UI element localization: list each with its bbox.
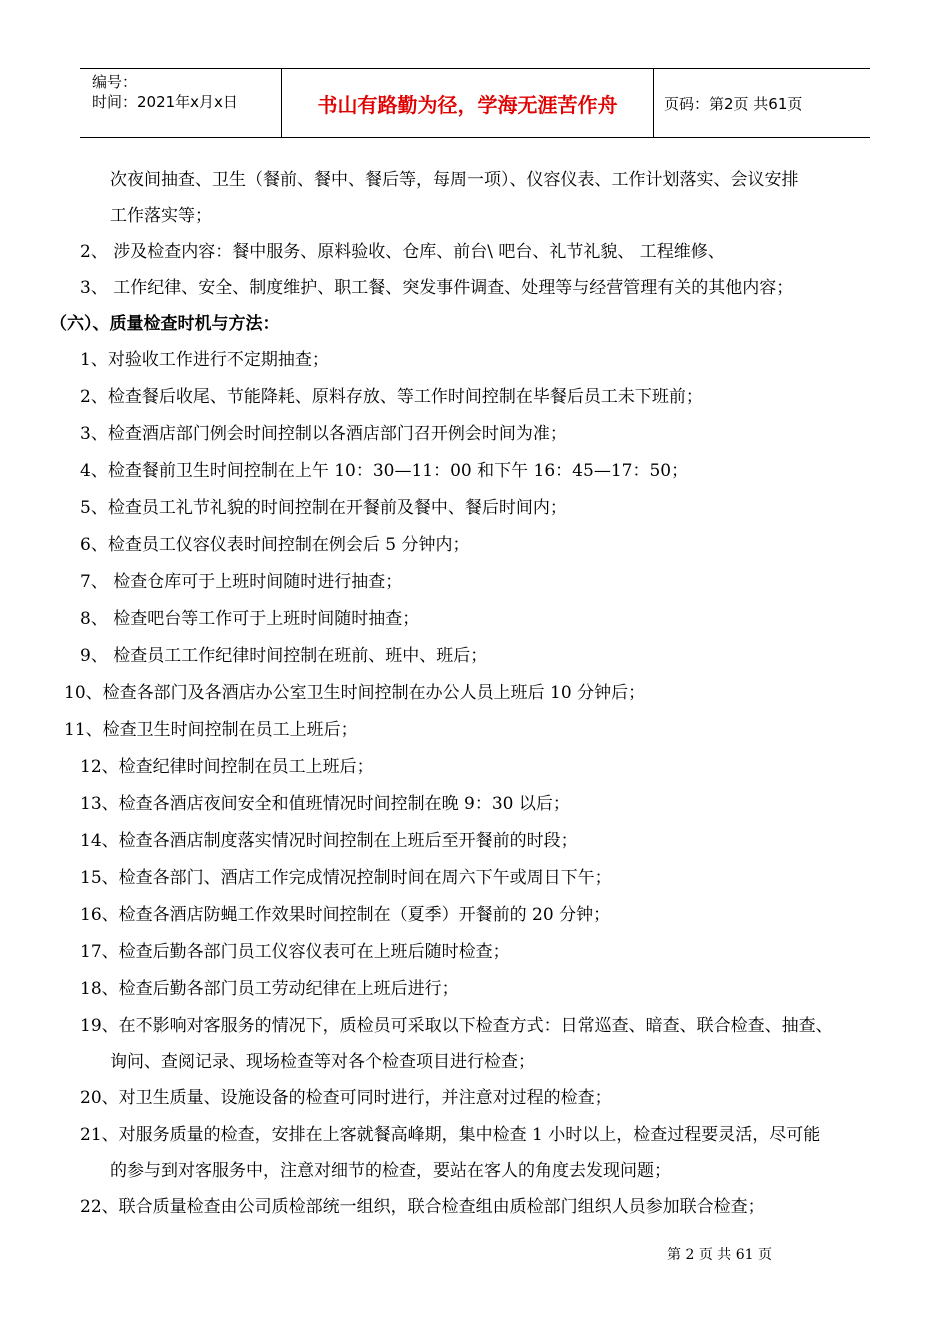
body-line: 工作落实等； — [110, 206, 212, 226]
page-footer: 第 2 页 共 61 页 — [667, 1247, 772, 1263]
body-line: 11、检查卫生时间控制在员工上班后； — [64, 720, 358, 740]
body-line: 18、检查后勤各部门员工劳动纪律在上班后进行； — [80, 979, 459, 999]
page-label: 页码：第2页 共61页 — [664, 94, 803, 113]
body-line: 9、 检查员工工作纪律时间控制在班前、班中、班后； — [80, 646, 488, 666]
code-label: 编号： — [92, 73, 138, 91]
body-line: 20、对卫生质量、设施设备的检查可同时进行，并注意对过程的检查； — [80, 1088, 612, 1108]
body-line: 次夜间抽查、卫生（餐前、餐中、餐后等，每周一项）、仪容仪表、工作计划落实、会议安排 — [110, 170, 799, 190]
body-line: 2、检查餐后收尾、节能降耗、原料存放、等工作时间控制在毕餐后员工未下班前； — [80, 387, 703, 407]
body-line: 14、检查各酒店制度落实情况时间控制在上班后至开餐前的时段； — [80, 831, 578, 851]
body-line: 5、检查员工礼节礼貌的时间控制在开餐前及餐中、餐后时间内； — [80, 498, 567, 518]
body-line: 6、检查员工仪容仪表时间控制在例会后 5 分钟内； — [80, 535, 470, 555]
body-line: 1、对验收工作进行不定期抽查； — [80, 350, 329, 370]
time-label: 时间：2021年x月x日 — [92, 93, 238, 111]
body-line: 19、在不影响对客服务的情况下，质检员可采取以下检查方式：日常巡查、暗查、联合检查、抽查、 — [80, 1016, 833, 1036]
body-line: 询问、查阅记录、现场检查等对各个检查项目进行检查； — [110, 1052, 535, 1072]
body-line: 21、对服务质量的检查，安排在上客就餐高峰期，集中检查 1 小时以上，检查过程要灵活，尽可能 — [80, 1125, 821, 1145]
motto: 书山有路勤为径，学海无涯苦作舟 — [282, 69, 654, 137]
document-header — [80, 68, 870, 138]
body-line: 10、检查各部门及各酒店办公室卫生时间控制在办公人员上班后 10 分钟后； — [64, 683, 646, 703]
body-line: 3、检查酒店部门例会时间控制以各酒店部门召开例会时间为准； — [80, 424, 567, 444]
body-line: 12、检查纪律时间控制在员工上班后； — [80, 757, 374, 777]
body-line: 13、检查各酒店夜间安全和值班情况时间控制在晚 9：30 以后； — [80, 794, 570, 814]
body-line: 16、检查各酒店防蝇工作效果时间控制在（夏季）开餐前的 20 分钟； — [80, 905, 611, 925]
body-line: 8、 检查吧台等工作可于上班时间随时抽查； — [80, 609, 420, 629]
body-line: 2、 涉及检查内容：餐中服务、原料验收、仓库、前台\ 吧台、礼节礼貌、 工程维修、 — [80, 242, 725, 262]
body-line: 15、检查各部门、酒店工作完成情况控制时间在周六下午或周日下午； — [80, 868, 612, 888]
body-line: 的参与到对客服务中，注意对细节的检查，要站在客人的角度去发现问题； — [110, 1161, 671, 1181]
body-line: 4、检查餐前卫生时间控制在上午 10：30—11：00 和下午 16：45—17：50； — [80, 461, 689, 481]
body-line: 17、检查后勤各部门员工仪容仪表可在上班后随时检查； — [80, 942, 510, 962]
body-line: 22、联合质量检查由公司质检部统一组织，联合检查组由质检部门组织人员参加联合检查； — [80, 1197, 765, 1217]
body-line: 3、 工作纪律、安全、制度维护、职工餐、突发事件调查、处理等与经营管理有关的其他内容； — [80, 278, 794, 298]
header-meta — [80, 69, 282, 137]
body-line: 7、 检查仓库可于上班时间随时进行抽查； — [80, 572, 403, 592]
section-heading: （六）、质量检查时机与方法： — [50, 314, 280, 334]
